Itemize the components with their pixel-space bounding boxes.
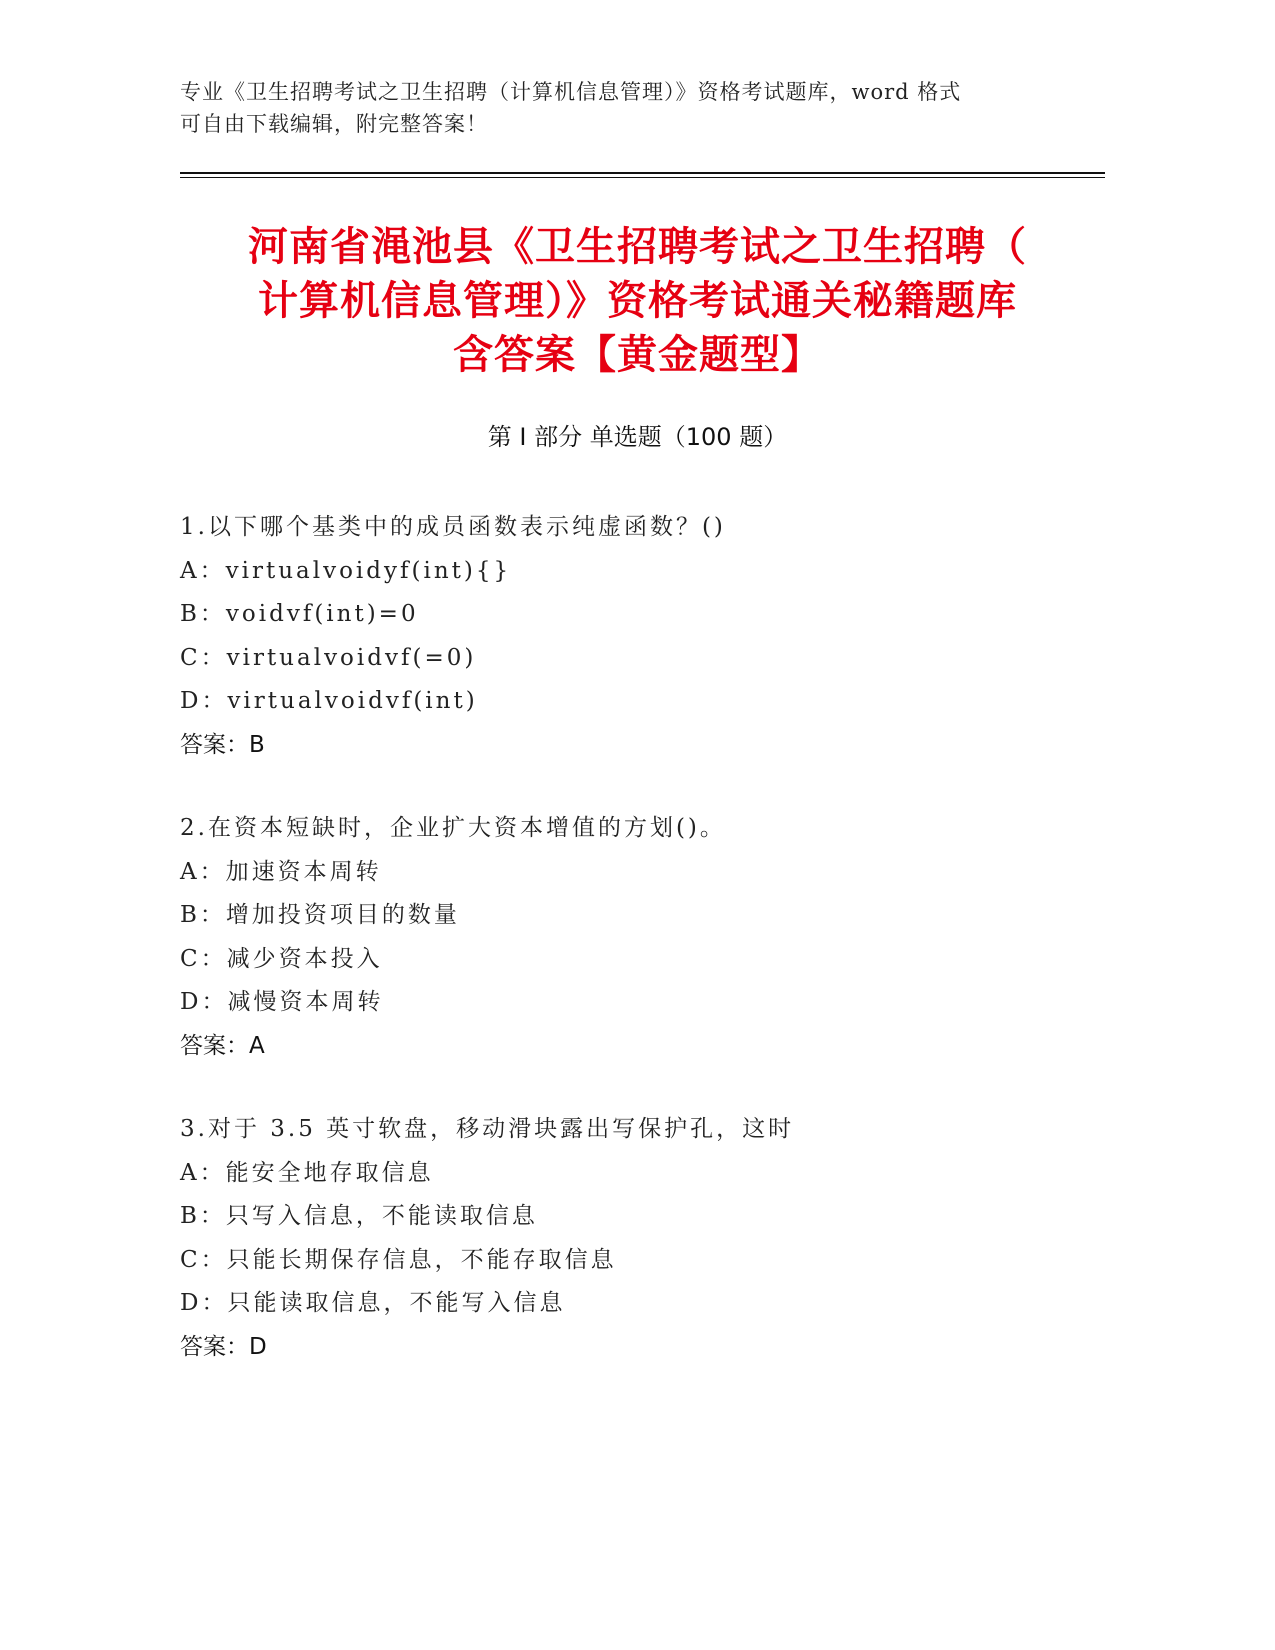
option-a: A：virtualvoidyf(int){} — [180, 557, 512, 584]
question-2 — [180, 807, 1080, 1068]
option-b: B：只写入信息，不能读取信息 — [180, 1203, 538, 1229]
option-c: C：只能长期保存信息，不能存取信息 — [180, 1246, 617, 1273]
question-stem: 1.以下哪个基类中的成员函数表示纯虚函数？() — [180, 514, 726, 540]
title-line-3: 含答案【黄金题型】 — [453, 332, 822, 378]
option-a: A：能安全地存取信息 — [180, 1159, 434, 1186]
header-divider-thin — [180, 177, 1105, 178]
option-d: D：减慢资本周转 — [180, 989, 384, 1015]
answer: 答案：D — [180, 1333, 267, 1360]
header-note — [180, 76, 1060, 140]
document-title — [150, 220, 1125, 382]
answer: 答案：B — [180, 731, 265, 758]
header-divider-thick — [180, 172, 1105, 174]
option-b: B：增加投资项目的数量 — [180, 902, 460, 928]
question-stem: 2.在资本短缺时，企业扩大资本增值的方划()。 — [180, 815, 726, 841]
section-heading: 第 I 部分 单选题（100 题） — [487, 423, 788, 451]
title-line-2: 计算机信息管理）》资格考试通关秘籍题库 — [258, 278, 1017, 324]
question-1 — [180, 506, 1080, 767]
header-note-line-2: 可自由下载编辑，附完整答案！ — [180, 112, 488, 136]
header-note-line-1: 专业《卫生招聘考试之卫生招聘（计算机信息管理）》资格考试题库，word 格式 — [180, 80, 962, 104]
answer: 答案：A — [180, 1032, 265, 1059]
option-d: D：virtualvoidvf(int) — [180, 688, 478, 714]
option-c: C：减少资本投入 — [180, 945, 383, 972]
option-d: D：只能读取信息，不能写入信息 — [180, 1290, 566, 1316]
option-c: C：virtualvoidvf(=0) — [180, 644, 477, 671]
option-b: B：voidvf(int)=0 — [180, 601, 419, 627]
question-3 — [180, 1108, 1080, 1369]
title-line-1: 河南省渑池县《卫生招聘考试之卫生招聘（ — [248, 224, 1027, 270]
question-list — [180, 506, 1080, 1409]
option-a: A：加速资本周转 — [180, 858, 382, 885]
question-stem: 3.对于 3.5 英寸软盘，移动滑块露出写保护孔，这时 — [180, 1116, 795, 1142]
